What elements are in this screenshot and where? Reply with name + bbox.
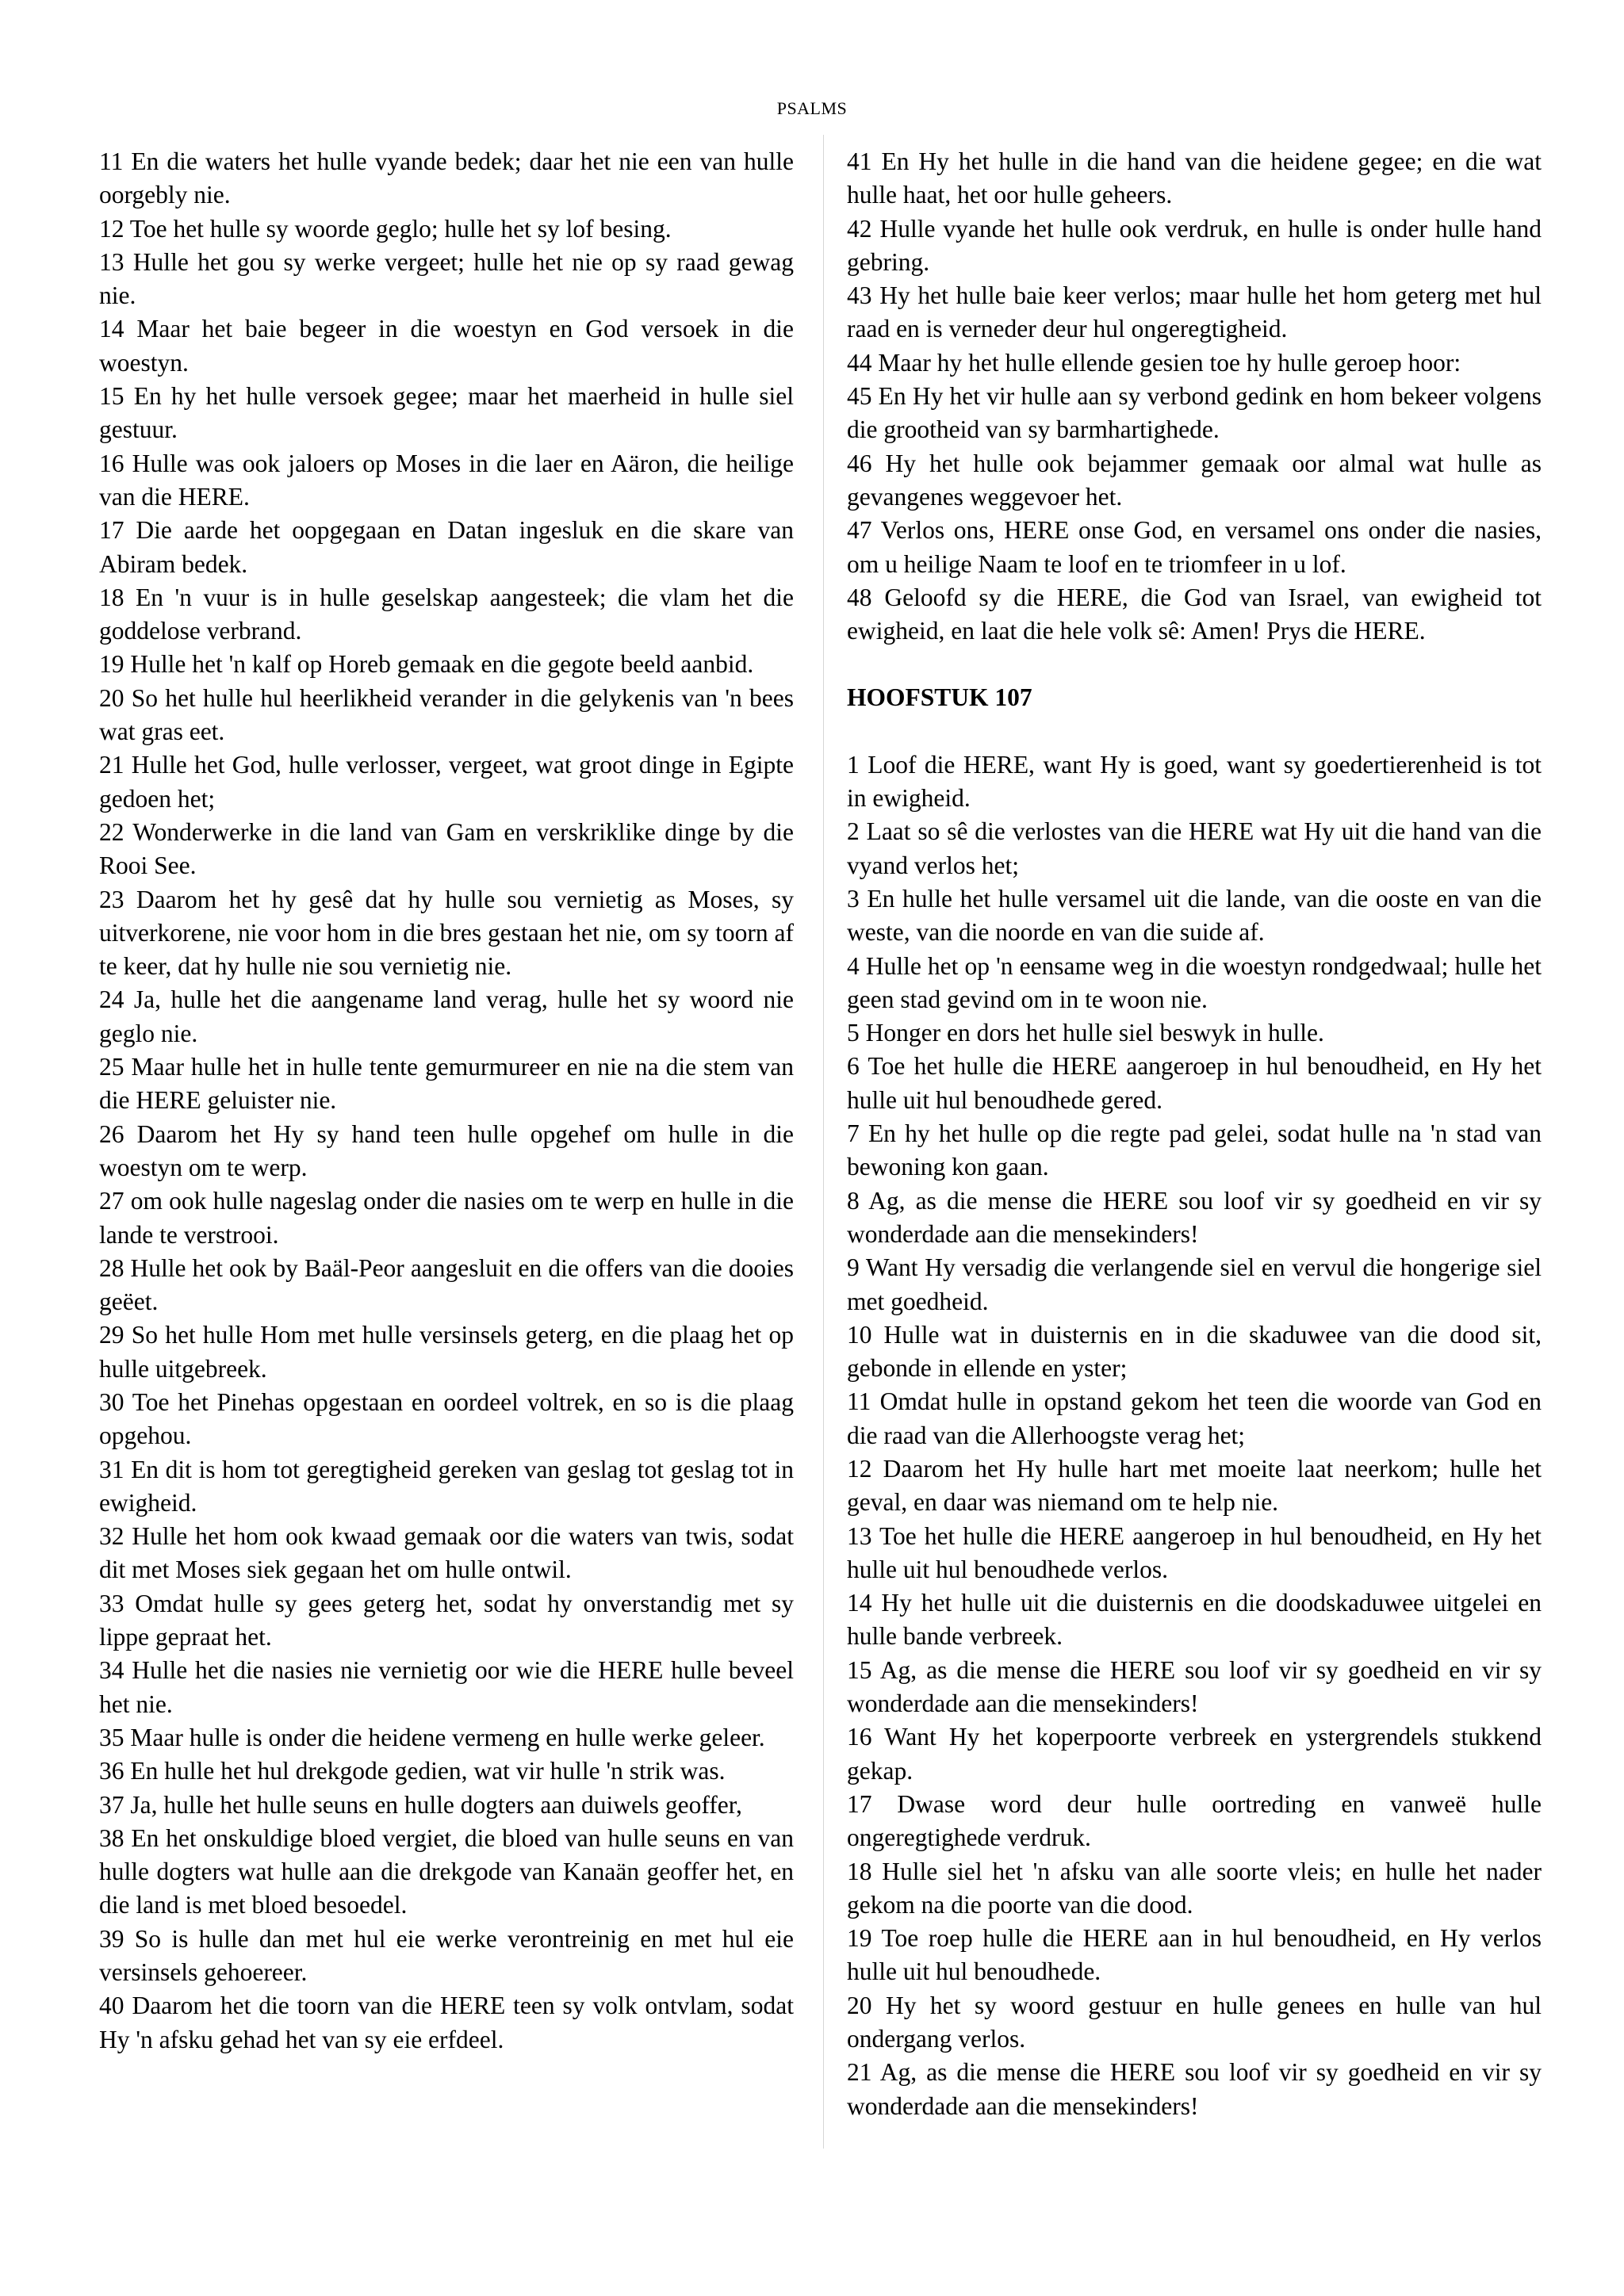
verse: 43 Hy het hulle baie keer verlos; maar hulle het hom geterg met hul raad en is verneder deur hul ongeregtigheid. [847,281,1542,343]
verse: 5 Honger en dors het hulle siel beswyk in hulle. [847,1019,1324,1047]
verse: 17 Dwase word deur hulle oortreding en vanweë hulle ongeregtighede verdruk. [847,1789,1542,1852]
left-column [99,145,794,2057]
verse: 46 Hy het hulle ook bejammer gemaak oor almal wat hulle as gevangenes weggevoer het. [847,449,1542,511]
verse: 11 Omdat hulle in opstand gekom het teen die woorde van God en die raad van die Allerhoogste verag het; [847,1387,1542,1449]
verse: 37 Ja, hulle het hulle seuns en hulle dogters aan duiwels geoffer, [99,1790,742,1819]
verse: 48 Geloofd sy die HERE, die God van Israel, van ewigheid tot ewigheid, en laat die hele volk sê: Amen! Prys die HERE. [847,583,1542,645]
verse: 41 En Hy het hulle in die hand van die heidene gegee; en die wat hulle haat, het oor hulle geheers. [847,147,1542,209]
verse: 10 Hulle wat in duisternis en in die skaduwee van die dood sit, gebonde in ellende en yster; [847,1320,1542,1383]
running-title: PSALMS [776,98,848,118]
verse: 2 Laat so sê die verlostes van die HERE wat Hy uit die hand van die vyand verlos het; [847,817,1542,879]
verse: 26 Daarom het Hy sy hand teen hulle opgehef om hulle in die woestyn om te werp. [99,1119,794,1181]
verse: 30 Toe het Pinehas opgestaan en oordeel voltrek, en so is die plaag opgehou. [99,1387,794,1450]
verse: 7 En hy het hulle op die regte pad gelei, sodat hulle na 'n stad van bewoning kon gaan. [847,1119,1542,1181]
verse: 20 Hy het sy woord gestuur en hulle genees en hulle van hul ondergang verlos. [847,1991,1542,2053]
verse: 21 Hulle het God, hulle verlosser, vergeet, wat groot dinge in Egipte gedoen het; [99,751,794,813]
verse: 22 Wonderwerke in die land van Gam en verskriklike dinge by die Rooi See. [99,817,794,880]
verse: 39 So is hulle dan met hul eie werke verontreinig en met hul eie versinsels gehoereer. [99,1924,794,1987]
verse: 8 Ag, as die mense die HERE sou loof vir sy goedheid en vir sy wonderdade aan die mensekinders! [847,1186,1542,1248]
verse: 44 Maar hy het hulle ellende gesien toe hy hulle geroep hoor: [847,348,1461,377]
verse: 16 Want Hy het koperpoorte verbreek en ystergrendels stukkend gekap. [847,1723,1542,1785]
verse: 21 Ag, as die mense die HERE sou loof vir sy goedheid en vir sy wonderdade aan die mensekinders! [847,2058,1542,2120]
verse: 19 Toe roep hulle die HERE aan in hul benoudheid, en Hy verlos hulle uit hul benoudhede. [847,1924,1542,1986]
verse: 20 So het hulle hul heerlikheid verander in die gelykenis van 'n bees wat gras eet. [99,683,794,746]
chapter-heading: HOOFSTUK 107 [847,683,1032,712]
verse: 32 Hulle het hom ook kwaad gemaak oor die waters van twis, sodat dit met Moses siek gegaan het om hulle ontwil. [99,1522,794,1584]
verse: 34 Hulle het die nasies nie vernietig oor wie die HERE hulle beveel het nie. [99,1656,794,1718]
verse: 1 Loof die HERE, want Hy is goed, want sy goedertierenheid is tot in ewigheid. [847,750,1542,813]
verse: 18 Hulle siel het 'n afsku van alle soorte vleis; en hulle het nader gekom na die poorte van die dood. [847,1857,1542,1919]
verse: 13 Toe het hulle die HERE aangeroep in hul benoudheid, en Hy het hulle uit hul benoudhede verlos. [847,1521,1542,1583]
verse: 27 om ook hulle nageslag onder die nasies om te werp en hulle in die lande te verstrooi. [99,1187,794,1249]
verse: 3 En hulle het hulle versamel uit die lande, van die ooste en van die weste, van die noorde en van die suide af. [847,884,1542,947]
verse: 19 Hulle het 'n kalf op Horeb gemaak en die gegote beeld aanbid. [99,650,754,679]
verse: 18 En 'n vuur is in hulle geselskap aangesteek; die vlam het die goddelose verbrand. [99,583,794,645]
verse: 23 Daarom het hy gesê dat hy hulle sou vernietig as Moses, sy uitverkorene, nie voor hom in die bres gestaan het nie, om sy toorn af te keer, dat hy hulle nie sou vernietig nie. [99,885,794,981]
verse: 29 So het hulle Hom met hulle versinsels geterg, en die plaag het op hulle uitgebreek. [99,1321,794,1383]
verse: 17 Die aarde het oopgegaan en Datan ingesluk en die skare van Abiram bedek. [99,516,794,578]
verse: 42 Hulle vyande het hulle ook verdruk, en hulle is onder hulle hand gebring. [847,214,1542,276]
verse: 25 Maar hulle het in hulle tente gemurmureer en nie na die stem van die HERE geluister nie. [99,1053,794,1115]
verse: 4 Hulle het op 'n eensame weg in die woestyn rondgedwaal; hulle het geen stad gevind om in te woon nie. [847,951,1542,1013]
verse: 9 Want Hy versadig die verlangende siel en vervul die hongerige siel met goedheid. [847,1253,1542,1315]
verse: 11 En die waters het hulle vyande bedek; daar het nie een van hulle oorgebly nie. [99,147,794,209]
verse: 12 Daarom het Hy hulle hart met moeite laat neerkom; hulle het geval, en daar was niemand om te help nie. [847,1454,1542,1517]
verse: 15 En hy het hulle versoek gegee; maar het maerheid in hulle siel gestuur. [99,382,794,444]
verse: 28 Hulle het ook by Baäl-Peor aangesluit en die offers van die dooies geëet. [99,1253,794,1316]
verse: 13 Hulle het gou sy werke vergeet; hulle het nie op sy raad gewag nie. [99,247,794,310]
verse: 24 Ja, hulle het die aangename land verag, hulle het sy woord nie geglo nie. [99,985,794,1047]
column-divider [823,135,824,2149]
verse: 36 En hulle het hul drekgode gedien, wat vir hulle 'n strik was. [99,1757,726,1785]
verse: 38 En het onskuldige bloed vergiet, die bloed van hulle seuns en van hulle dogters wat hulle aan die drekgode van Kanaän geoffer het, en die land is met bloed besoedel. [99,1823,794,1919]
verse: 6 Toe het hulle die HERE aangeroep in hul benoudheid, en Hy het hulle uit hul benoudhede gered. [847,1052,1542,1114]
verse: 31 En dit is hom tot geregtigheid gereken van geslag tot geslag tot in ewigheid. [99,1455,794,1517]
verse: 14 Hy het hulle uit die duisternis en die doodskaduwee uitgelei en hulle bande verbreek. [847,1589,1542,1651]
verse: 33 Omdat hulle sy gees geterg het, sodat hy onverstandig met sy lippe gepraat het. [99,1589,794,1651]
verse: 14 Maar het baie begeer in die woestyn en God versoek in die woestyn. [99,315,794,377]
verse: 45 En Hy het vir hulle aan sy verbond gedink en hom bekeer volgens die grootheid van sy barmhartighede. [847,382,1542,444]
right-column [847,145,1542,2123]
verse: 35 Maar hulle is onder die heidene vermeng en hulle werke geleer. [99,1723,765,1751]
verse: 40 Daarom het die toorn van die HERE teen sy volk ontvlam, sodat Hy 'n afsku gehad het van sy eie erfdeel. [99,1992,794,2053]
verse: 47 Verlos ons, HERE onse God, en versamel ons onder die nasies, om u heilige Naam te loof en te triomfeer in u lof. [847,516,1542,578]
verse: 16 Hulle was ook jaloers op Moses in die laer en Aäron, die heilige van die HERE. [99,449,794,511]
verse: 12 Toe het hulle sy woorde geglo; hulle het sy lof besing. [99,214,672,243]
verse: 15 Ag, as die mense die HERE sou loof vir sy goedheid en vir sy wonderdade aan die mensekinders! [847,1655,1542,1718]
